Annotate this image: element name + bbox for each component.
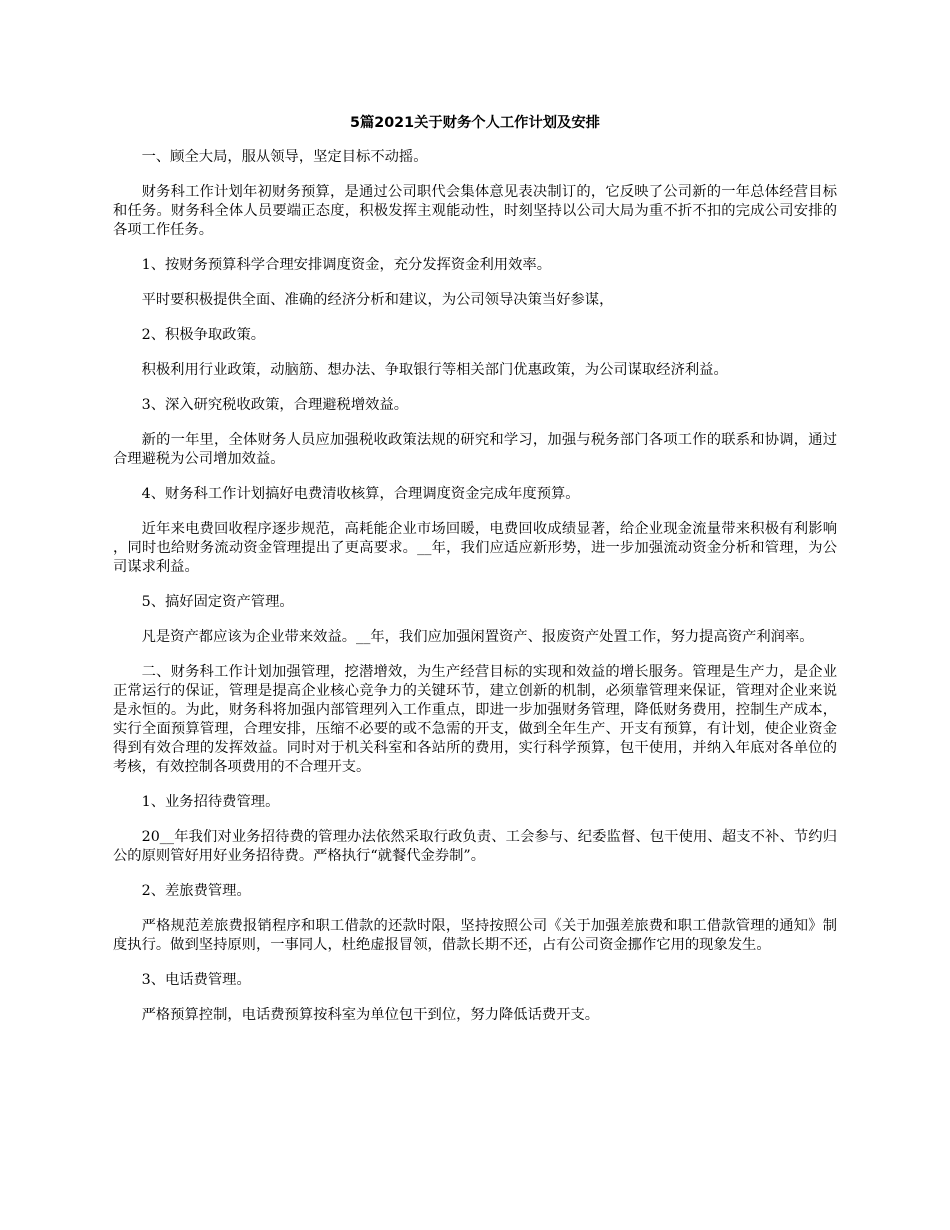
paragraph: 财务科工作计划年初财务预算，是通过公司职代会集体意见表决制订的，它反映了公司新的一年总体经营目标和任务。财务科全体人员要端正态度，积极发挥主观能动性，时刻坚持以公司大局为重不折不扣的完成公司安排的各项工作任务。 — [113, 184, 837, 238]
item-heading: 5、搞好固定资产管理。 — [141, 594, 294, 610]
paragraph: 近年来电费回收程序逐步规范，高耗能企业市场回暖，电费回收成绩显著，给企业现金流量带来积极有利影响，同时也给财务流动资金管理提出了更高要求。__年，我们应适应新形势，进一步加强流动资金分析和管理，为公司谋求利益。 — [113, 521, 837, 575]
item-heading: 4、财务科工作计划搞好电费清收核算，合理调度资金完成年度预算。 — [141, 486, 580, 502]
section-paragraph: 二、财务科工作计划加强管理，挖潜增效，为生产经营目标的实现和效益的增长服务。管理是生产力，是企业正常运行的保证，管理是提高企业核心竞争力的关键环节，建立创新的机制，必须靠管理来保证，管理对企业来说是永恒的。为此，财务科将加强内部管理列入工作重点，即进一步加强财务管理，降低财务费用，控制生产成本，实行全面预算管理，合理安排，压缩不必要的或不急需的开支，做到全年生产、开支有预算，有计划，使企业资金得到有效合理的发挥效益。同时对于机关科室和各站所的费用，实行科学预算，包干使用，并纳入年底对各单位的考核，有效控制各项费用的不合理开支。 — [113, 664, 837, 775]
document-body — [113, 114, 837, 1041]
paragraph: 新的一年里，全体财务人员应加强税收政策法规的研究和学习，加强与税务部门各项工作的联系和协调，通过合理避税为公司增加效益。 — [113, 432, 837, 467]
item-heading: 3、电话费管理。 — [141, 972, 251, 988]
paragraph: 20__年我们对业务招待费的管理办法依然采取行政负责、工会参与、纪委监督、包干使用、超支不补、节约归公的原则管好用好业务招待费。严格执行“就餐代金券制”。 — [113, 829, 837, 864]
section-heading: 一、顾全大局，服从领导，坚定目标不动摇。 — [141, 149, 428, 165]
item-heading: 1、业务招待费管理。 — [141, 794, 280, 810]
item-heading: 2、差旅费管理。 — [141, 883, 251, 899]
paragraph: 积极利用行业政策，动脑筋、想办法、争取银行等相关部门优惠政策，为公司谋取经济利益。 — [141, 362, 728, 378]
paragraph: 严格规范差旅费报销程序和职工借款的还款时限，坚持按照公司《关于加强差旅费和职工借款管理的通知》制度执行。做到坚持原则，一事同人，杜绝虚报冒领，借款长期不还，占有公司资金挪作它用的现象发生。 — [113, 918, 837, 953]
item-heading: 1、按财务预算科学合理安排调度资金，充分发挥资金利用效率。 — [141, 257, 551, 273]
paragraph: 凡是资产都应该为企业带来效益。__年，我们应加强闲置资产、报废资产处置工作，努力提高资产利润率。 — [141, 629, 814, 645]
paragraph: 严格预算控制，电话费预算按科室为单位包干到位，努力降低话费开支。 — [141, 1007, 600, 1023]
paragraph: 平时要积极提供全面、准确的经济分析和建议，为公司领导决策当好参谋， — [141, 292, 614, 308]
document-title: 5篇2021关于财务个人工作计划及安排 — [350, 115, 600, 131]
item-heading: 2、积极争取政策。 — [141, 327, 266, 343]
item-heading: 3、深入研究税收政策，合理避税增效益。 — [141, 397, 409, 413]
